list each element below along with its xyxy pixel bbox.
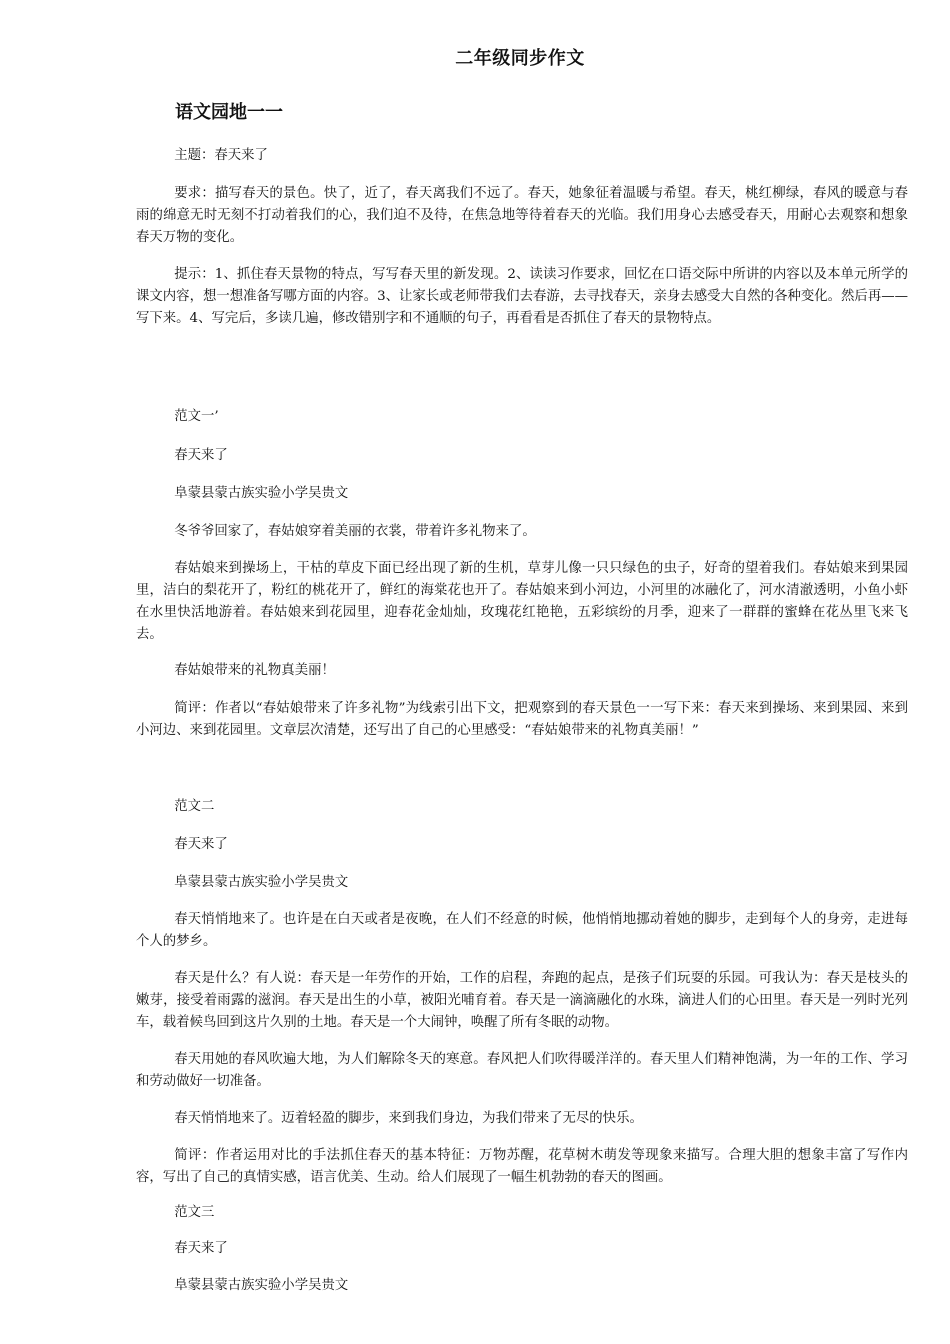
essay-label: 范文三 xyxy=(174,1205,215,1220)
essay-title: 春天来了 xyxy=(174,448,228,463)
essay-2-paragraph-3 xyxy=(136,1049,908,1093)
section-heading: 语文园地一一 xyxy=(175,102,283,123)
essay-1-paragraph-1 xyxy=(136,521,908,543)
theme-text: 主题：春天来了 xyxy=(174,148,268,163)
essay-3-label xyxy=(136,1202,908,1224)
essay-title: 春天来了 xyxy=(174,837,228,852)
essay-1-paragraph-3 xyxy=(136,660,908,682)
essay-2-label xyxy=(136,796,908,818)
essay-2-paragraph-2 xyxy=(136,968,908,1034)
essay-author: 阜蒙县蒙古族实验小学吴贵文 xyxy=(174,1278,349,1293)
essay-2-comment xyxy=(136,1145,908,1189)
essay-3-title xyxy=(136,1238,908,1260)
essay-paragraph: 冬爷爷回家了，春姑娘穿着美丽的衣裳，带着许多礼物来了。 xyxy=(174,524,536,539)
essay-2-title xyxy=(136,834,908,856)
essay-paragraph: 春姑娘带来的礼物真美丽！ xyxy=(174,663,335,678)
essay-1-label xyxy=(136,406,908,428)
essay-comment: 简评：作者运用对比的手法抓住春天的基本特征：万物苏醒，花草树木萌发等现象来描写。合理大胆的想象丰富了写作内容，写出了自己的真情实感，语言优美、生动。给人们展现了一幅生机勃勃的春天的图画。 xyxy=(136,1148,908,1185)
document-title: 二年级同步作文 xyxy=(455,48,585,69)
essay-label: 范文一’ xyxy=(174,409,219,424)
essay-author: 阜蒙县蒙古族实验小学吴贵文 xyxy=(174,875,349,890)
essay-1-title xyxy=(136,445,908,467)
essay-3-author xyxy=(136,1275,908,1297)
essay-paragraph: 春天悄悄地来了。也许是在白天或者是夜晚，在人们不经意的时候，他悄悄地挪动着她的脚步，走到每个人的身旁，走进每个人的梦乡。 xyxy=(136,912,908,949)
essay-2-paragraph-1 xyxy=(136,909,908,953)
essay-2-author xyxy=(136,872,908,894)
essay-1-comment xyxy=(136,698,908,742)
hint-block xyxy=(136,264,908,330)
requirement-text: 要求：描写春天的景色。快了，近了，春天离我们不远了。春天，她象征着温暖与希望。春天，桃红柳绿，春风的暖意与春雨的绵意无时无刻不打动着我们的心，我们迫不及待，在焦急地等待着春天的光临。我们用身心去感受春天，用耐心去观察和想象春天万物的变化。 xyxy=(136,186,908,245)
essay-paragraph: 春天用她的春风吹遍大地，为人们解除冬天的寒意。春风把人们吹得暖洋洋的。春天里人们精神饱满，为一年的工作、学习和劳动做好一切准备。 xyxy=(136,1052,908,1089)
theme-line xyxy=(136,145,908,167)
requirement-block xyxy=(136,183,908,249)
essay-1-paragraph-2 xyxy=(136,558,908,646)
essay-2-paragraph-4 xyxy=(136,1108,908,1130)
essay-paragraph: 春姑娘来到操场上，干枯的草皮下面已经出现了新的生机，草芽儿像一只只绿色的虫子，好奇的望着我们。春姑娘来到果园里，洁白的梨花开了，粉红的桃花开了，鲜红的海棠花也开了。春姑娘来到小河边，小河里的冰融化了，河水清澈透明，小鱼小虾在水里快活地游着。春姑娘来到花园里，迎春花金灿灿，玫瑰花红艳艳，五彩缤纷的月季，迎来了一群群的蜜蜂在花丛里飞来飞去。 xyxy=(136,561,908,642)
essay-1-author xyxy=(136,483,908,505)
essay-author: 阜蒙县蒙古族实验小学吴贵文 xyxy=(174,486,349,501)
essay-title: 春天来了 xyxy=(174,1241,228,1256)
essay-label: 范文二 xyxy=(174,799,215,814)
hint-text: 提示：1、抓住春天景物的特点，写写春天里的新发现。2、读读习作要求，回忆在口语交际中所讲的内容以及本单元所学的课文内容，想一想准备写哪方面的内容。3、让家长或老师带我们去春游，去寻找春天，亲身去感受大自然的各种变化。然后再——写下来。4、写完后，多读几遍，修改错别字和不通顺的句子，再看看是否抓住了春天的景物特点。 xyxy=(136,267,908,326)
essay-paragraph: 春天悄悄地来了。迈着轻盈的脚步，来到我们身边，为我们带来了无尽的快乐。 xyxy=(174,1111,643,1126)
essay-comment: 简评：作者以“春姑娘带来了许多礼物”为线索引出下文，把观察到的春天景色一一写下来：春天来到操场、来到果园、来到小河边、来到花园里。文章层次清楚，还写出了自己的心里感受：“春姑娘带来的礼物真美丽！” xyxy=(136,701,908,738)
essay-paragraph: 春天是什么？有人说：春天是一年劳作的开始，工作的启程，奔跑的起点，是孩子们玩耍的乐园。可我认为：春天是枝头的嫩芽，接受着雨露的滋润。春天是出生的小草，被阳光哺育着。春天是一滴滴融化的水珠，滴进人们的心田里。春天是一列时光列车，载着候鸟回到这片久别的土地。春天是一个大闹钟，唤醒了所有冬眠的动物。 xyxy=(136,971,908,1030)
